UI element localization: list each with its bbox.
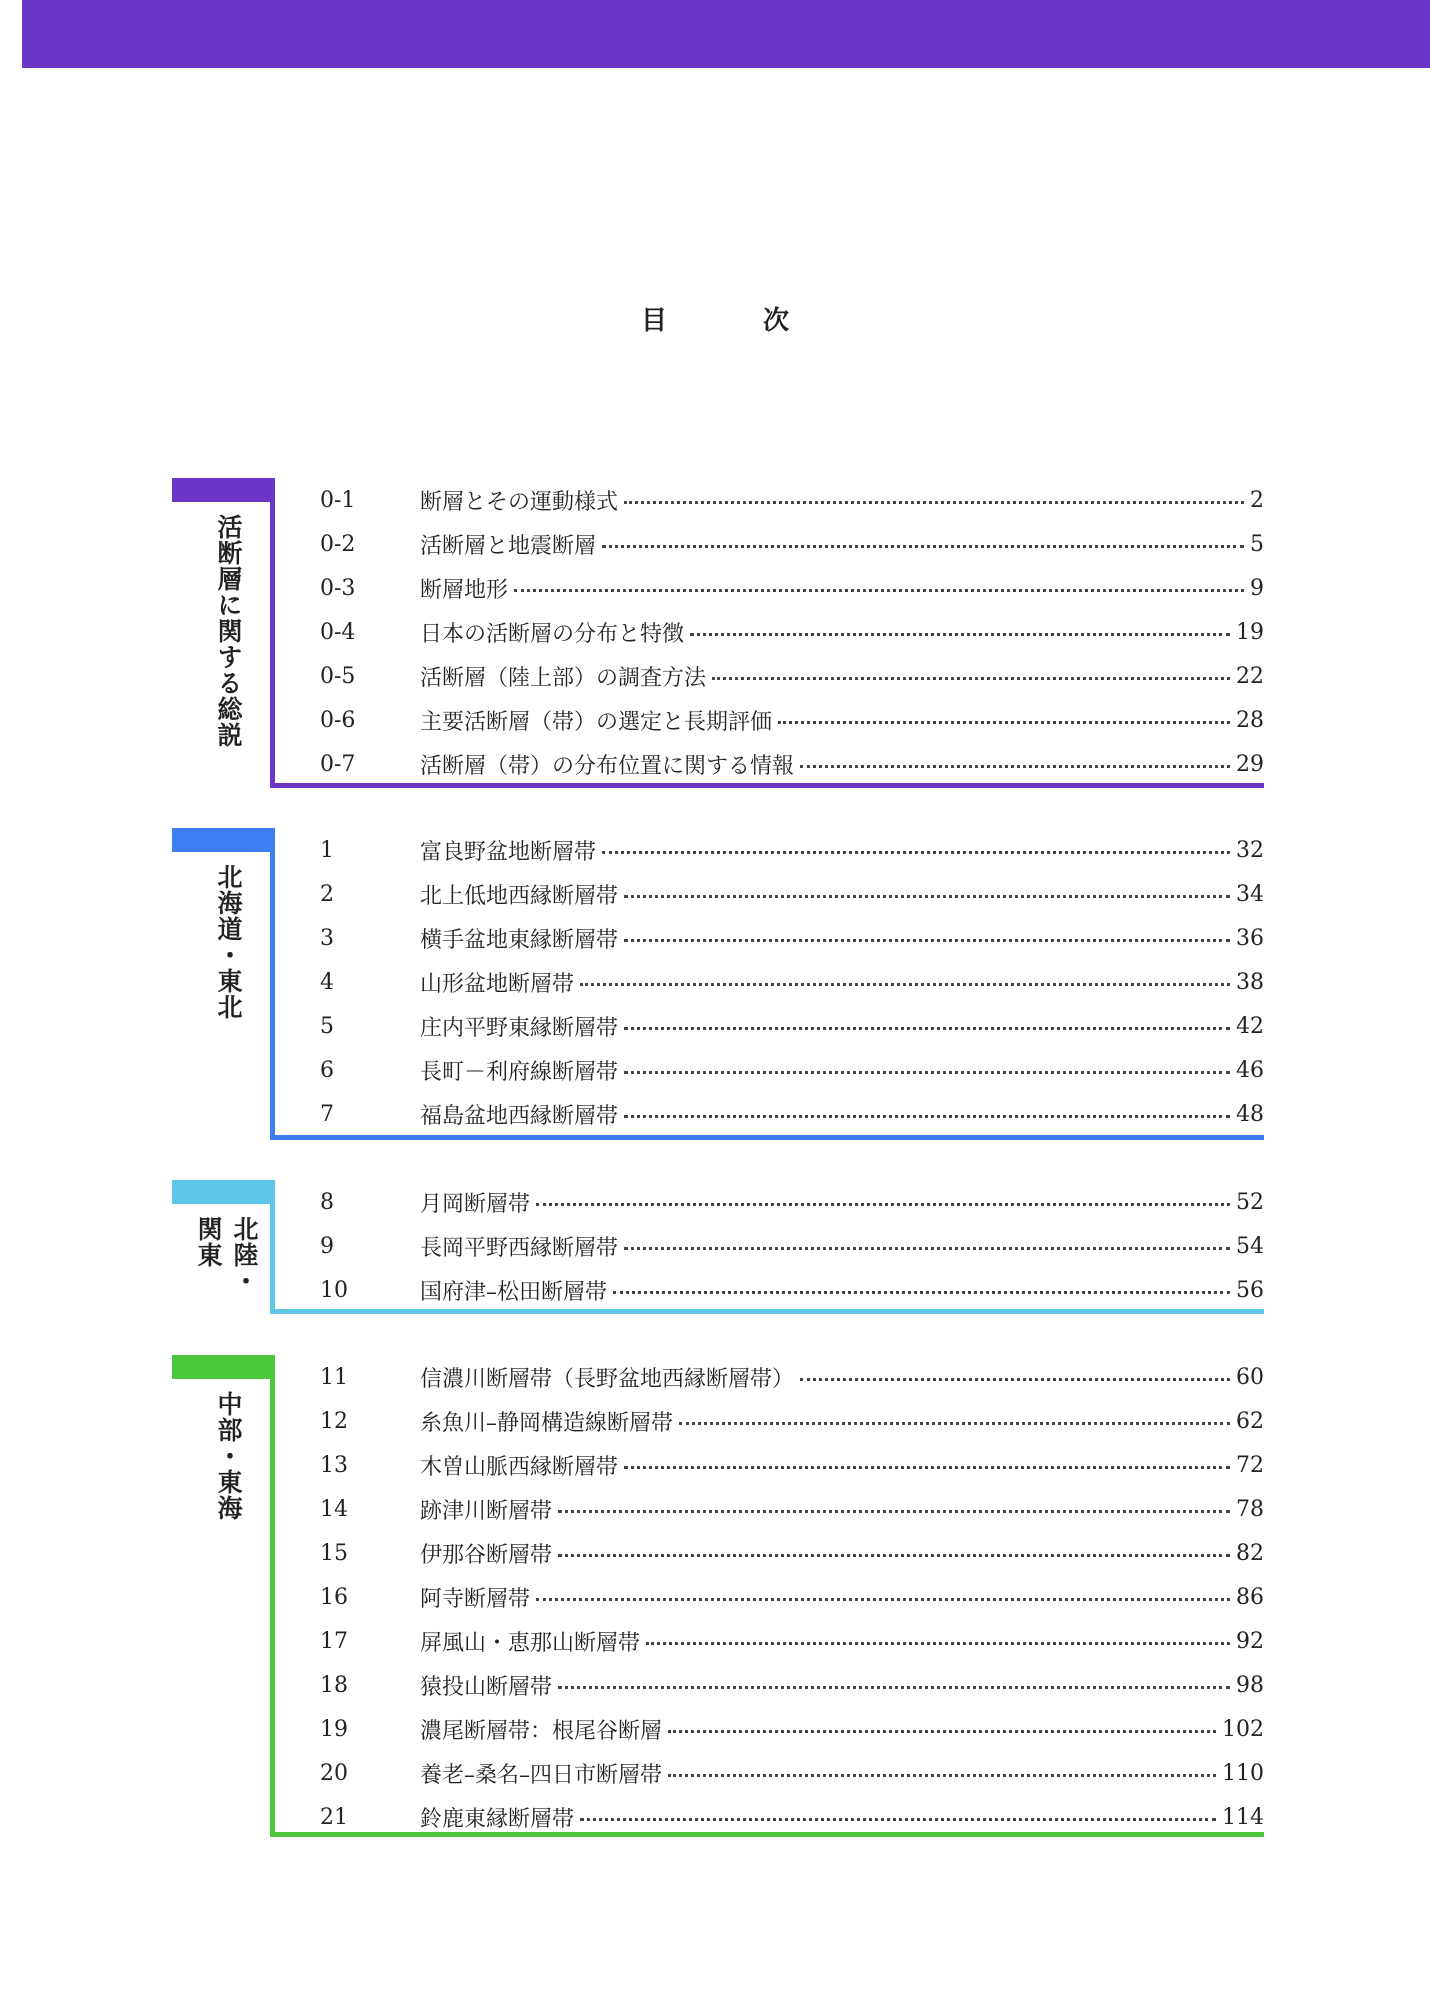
toc-entry[interactable]: [320, 828, 1264, 872]
entry-page: 54: [1236, 1233, 1264, 1259]
toc-entry[interactable]: [320, 1795, 1264, 1839]
dot-leader: [712, 677, 1230, 680]
entry-page: 48: [1236, 1101, 1264, 1127]
entry-title: 主要活断層（帯）の選定と長期評価: [420, 709, 773, 735]
entry-title: 福島盆地西縁断層帯: [420, 1103, 619, 1129]
entry-title: 鈴鹿東縁断層帯: [420, 1806, 575, 1832]
toc-entry[interactable]: [320, 1355, 1264, 1399]
entry-page: 2: [1250, 487, 1264, 513]
entry-number: 1: [320, 837, 334, 863]
entry-page: 102: [1222, 1716, 1264, 1742]
entry-page: 60: [1236, 1364, 1264, 1390]
toc-entry[interactable]: [320, 1224, 1264, 1268]
dot-leader: [668, 1730, 1216, 1733]
toc-entry[interactable]: [320, 1048, 1264, 1092]
entry-title: 富良野盆地断層帯: [420, 839, 597, 865]
entry-number: 7: [320, 1101, 334, 1127]
entry-number: 11: [320, 1364, 348, 1390]
entry-number: 20: [320, 1760, 348, 1786]
entry-title: 跡津川断層帯: [420, 1498, 553, 1524]
dot-leader: [580, 983, 1230, 986]
entry-page: 5: [1250, 531, 1264, 557]
entry-number: 0-7: [320, 751, 356, 777]
entry-number: 21: [320, 1804, 348, 1830]
page-title-char-2: 次: [763, 306, 790, 336]
entry-page: 19: [1236, 619, 1264, 645]
entry-number: 3: [320, 925, 334, 951]
header-color-bar: [22, 0, 1430, 68]
entry-title: 北上低地西縁断層帯: [420, 883, 619, 909]
dot-leader: [624, 1466, 1230, 1469]
toc-entry[interactable]: [320, 1092, 1264, 1136]
toc-entry[interactable]: [320, 960, 1264, 1004]
dot-leader: [624, 1027, 1230, 1030]
dot-leader: [624, 1115, 1230, 1118]
toc-entry[interactable]: [320, 478, 1264, 522]
entry-number: 2: [320, 881, 334, 907]
toc-section-hokkaido-tohoku: [172, 828, 1264, 1140]
entry-title: 木曽山脈西縁断層帯: [420, 1454, 619, 1480]
entry-title: 庄内平野東縁断層帯: [420, 1015, 619, 1041]
entry-page: 36: [1236, 925, 1264, 951]
toc-entry[interactable]: [320, 654, 1264, 698]
section-vertical-rule: [270, 828, 275, 1140]
section-label-line-2: 関東: [194, 1216, 223, 1268]
entry-page: 38: [1236, 969, 1264, 995]
dot-leader: [646, 1642, 1230, 1645]
entry-page: 32: [1236, 837, 1264, 863]
page-title: [0, 300, 1430, 337]
section-label: 北海道・東北: [214, 864, 243, 1020]
toc-entry[interactable]: [320, 1004, 1264, 1048]
toc-entry[interactable]: [320, 698, 1264, 742]
toc-entry[interactable]: [320, 1268, 1264, 1312]
toc-section-hokuriku-kanto: [172, 1180, 1264, 1314]
dot-leader: [778, 721, 1230, 724]
entry-title: 信濃川断層帯（長野盆地西縁断層帯）: [420, 1366, 795, 1392]
dot-leader: [624, 1247, 1230, 1250]
entry-page: 114: [1222, 1804, 1264, 1830]
entry-number: 0-5: [320, 663, 356, 689]
entry-page: 9: [1250, 575, 1264, 601]
entry-page: 82: [1236, 1540, 1264, 1566]
entry-number: 16: [320, 1584, 348, 1610]
toc-entry[interactable]: [320, 1575, 1264, 1619]
entry-title: 日本の活断層の分布と特徴: [420, 621, 685, 647]
dot-leader: [624, 895, 1230, 898]
entry-number: 0-3: [320, 575, 356, 601]
dot-leader: [536, 1203, 1230, 1206]
toc-entry[interactable]: [320, 1531, 1264, 1575]
dot-leader: [558, 1686, 1230, 1689]
entry-number: 0-2: [320, 531, 356, 557]
dot-leader: [624, 501, 1244, 504]
entry-page: 34: [1236, 881, 1264, 907]
entry-number: 8: [320, 1189, 334, 1215]
entry-number: 0-6: [320, 707, 356, 733]
toc-entry[interactable]: [320, 1751, 1264, 1795]
entry-title: 濃尾断層帯：根尾谷断層: [420, 1718, 663, 1744]
entry-title: 国府津–松田断層帯: [420, 1279, 608, 1305]
toc-entry[interactable]: [320, 522, 1264, 566]
entry-title: 長岡平野西縁断層帯: [420, 1235, 619, 1261]
dot-leader: [558, 1554, 1230, 1557]
entry-title: 断層とその運動様式: [420, 489, 619, 515]
entry-page: 62: [1236, 1408, 1264, 1434]
toc-entry[interactable]: [320, 1487, 1264, 1531]
entry-number: 18: [320, 1672, 348, 1698]
toc-entry[interactable]: [320, 1399, 1264, 1443]
section-vertical-rule: [270, 478, 275, 788]
toc-entry[interactable]: [320, 610, 1264, 654]
toc-entry[interactable]: [320, 566, 1264, 610]
section-color-tab: [172, 478, 274, 502]
dot-leader: [624, 1071, 1230, 1074]
entry-title: 活断層（陸上部）の調査方法: [420, 665, 707, 691]
entry-page: 72: [1236, 1452, 1264, 1478]
entry-title: 阿寺断層帯: [420, 1586, 531, 1612]
section-label: 中部・東海: [214, 1391, 243, 1521]
dot-leader: [580, 1818, 1216, 1821]
dot-leader: [514, 589, 1244, 592]
entry-page: 46: [1236, 1057, 1264, 1083]
dot-leader: [800, 765, 1230, 768]
entry-number: 0-1: [320, 487, 356, 513]
page-title-char-1: 目: [640, 306, 667, 336]
entry-number: 17: [320, 1628, 348, 1654]
toc-section-general: [172, 478, 1264, 788]
section-color-tab: [172, 1180, 274, 1204]
toc-entry[interactable]: [320, 916, 1264, 960]
dot-leader: [624, 939, 1230, 942]
entry-number: 9: [320, 1233, 334, 1259]
entry-number: 19: [320, 1716, 348, 1742]
section-color-tab: [172, 828, 274, 852]
toc-entry[interactable]: [320, 1619, 1264, 1663]
toc-section-chubu-tokai: [172, 1355, 1264, 1837]
section-label: 活断層に関する総説: [214, 514, 243, 748]
entry-page: 28: [1236, 707, 1264, 733]
toc-entry[interactable]: [320, 1707, 1264, 1751]
entry-page: 22: [1236, 663, 1264, 689]
entry-number: 13: [320, 1452, 348, 1478]
entry-page: 98: [1236, 1672, 1264, 1698]
entry-page: 42: [1236, 1013, 1264, 1039]
entry-page: 110: [1222, 1760, 1264, 1786]
dot-leader: [800, 1378, 1230, 1381]
entry-title: 猿投山断層帯: [420, 1674, 553, 1700]
toc-entry[interactable]: [320, 742, 1264, 786]
entry-number: 12: [320, 1408, 348, 1434]
entry-title: 養老–桑名–四日市断層帯: [420, 1762, 663, 1788]
entry-page: 29: [1236, 751, 1264, 777]
entry-page: 92: [1236, 1628, 1264, 1654]
entry-number: 5: [320, 1013, 334, 1039]
dot-leader: [602, 851, 1230, 854]
entry-title: 横手盆地東縁断層帯: [420, 927, 619, 953]
toc-entry[interactable]: [320, 1663, 1264, 1707]
toc-entry[interactable]: [320, 1180, 1264, 1224]
dot-leader: [602, 545, 1244, 548]
entry-number: 6: [320, 1057, 334, 1083]
entry-page: 56: [1236, 1277, 1264, 1303]
entry-number: 0-4: [320, 619, 356, 645]
entry-title: 屏風山・恵那山断層帯: [420, 1630, 641, 1656]
dot-leader: [536, 1598, 1230, 1601]
section-label-line-1: 北陸・: [230, 1216, 259, 1294]
entry-number: 4: [320, 969, 334, 995]
section-vertical-rule: [270, 1355, 275, 1837]
entry-title: 糸魚川–静岡構造線断層帯: [420, 1410, 674, 1436]
section-color-tab: [172, 1355, 274, 1379]
entry-number: 10: [320, 1277, 348, 1303]
dot-leader: [613, 1291, 1230, 1294]
toc-entry[interactable]: [320, 1443, 1264, 1487]
entry-title: 活断層と地震断層: [420, 533, 597, 559]
entry-title: 山形盆地断層帯: [420, 971, 575, 997]
entry-number: 14: [320, 1496, 348, 1522]
entry-title: 伊那谷断層帯: [420, 1542, 553, 1568]
entry-page: 86: [1236, 1584, 1264, 1610]
dot-leader: [690, 633, 1230, 636]
entry-page: 78: [1236, 1496, 1264, 1522]
section-vertical-rule: [270, 1180, 275, 1314]
entry-title: 活断層（帯）の分布位置に関する情報: [420, 753, 795, 779]
entry-number: 15: [320, 1540, 348, 1566]
toc-entry[interactable]: [320, 872, 1264, 916]
entry-page: 52: [1236, 1189, 1264, 1215]
entry-title: 断層地形: [420, 577, 509, 603]
dot-leader: [668, 1774, 1216, 1777]
entry-title: 月岡断層帯: [420, 1191, 531, 1217]
dot-leader: [679, 1422, 1230, 1425]
entry-title: 長町－利府線断層帯: [420, 1059, 619, 1085]
dot-leader: [558, 1510, 1230, 1513]
